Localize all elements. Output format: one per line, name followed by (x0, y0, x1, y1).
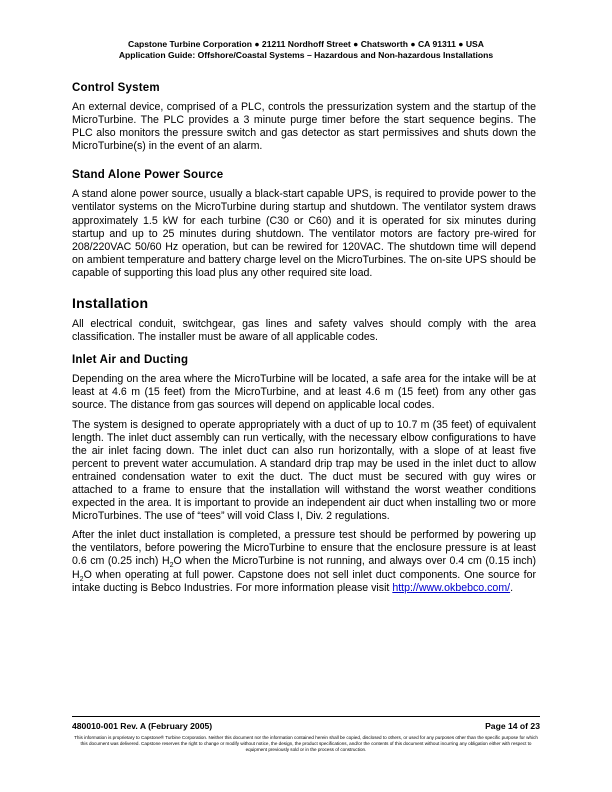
inlet-3-text-c: O when operating at full power. Capstone does not sell inlet duct components. One source for intake ducting is Bebco Industries. For more information please visit (72, 568, 536, 594)
paragraph-control-system: An external device, comprised of a PLC, controls the pressurization system and the startup of the MicroTurbine. The PLC provides a 3 minute purge timer before the start sequence begins. The PLC also monitors the pressure switch and gas detector as start permissives and shuts down the MicroTurbine(s) in the event of an alarm. (72, 101, 536, 153)
inlet-3-text-a: After the inlet duct installation is completed, a pressure test should be performed by powering up the ventilators, before powering the MicroTurbine to ensure that the enclosure pressure is at least 0.6 cm (0.25 inch) H (72, 529, 536, 568)
heading-control-system: Control System (72, 82, 160, 94)
subscript-2: 2 (169, 562, 174, 570)
inlet-3-text-b: O when the MicroTurbine is not running, and always over 0.4 cm (0.15 inch) H (72, 555, 536, 581)
paragraph-installation: All electrical conduit, switchgear, gas lines and safety valves should comply with the area classification. The installer must be aware of all applicable codes. (72, 318, 536, 344)
paragraph-inlet-2: The system is designed to operate appropriately with a duct of up to 10.7 m (35 feet) of equivalent length. The inlet duct assembly can run vertically, with the necessary elbow configurations to have the air inlet facing down. The inlet duct can also run horizontally, with a slope of at least five percent to prevent water accumulation. A standard drip trap may be used in the inlet duct to allow entrained condensation water to exit the duct. The duct must be secured with guy wires or attached to a frame to ensure that the installation will withstand the worst weather conditions expected in the area. It is important to provide an independent air duct when installing two or more MicroTurbines. The use of “tees” will void Class I, Div. 2 regulations. (72, 418, 536, 523)
paragraph-inlet-3 (72, 529, 536, 594)
header-guide-title: Application Guide: Offshore/Coastal Systems – Hazardous and Non-hazardous Installations (118, 50, 494, 60)
bebco-link[interactable]: http://www.okbebco.com/ (392, 581, 511, 594)
document-body (72, 81, 536, 601)
heading-installation: Installation (72, 295, 149, 312)
subscript-2: 2 (79, 575, 84, 583)
heading-stand-alone-power: Stand Alone Power Source (72, 169, 224, 182)
heading-inlet-air: Inlet Air and Ducting (72, 354, 189, 367)
paragraph-stand-alone-power: A stand alone power source, usually a black-start capable UPS, is required to provide power to the ventilator systems on the MicroTurbine during startup and shutdown. The ventilator system draws approximately 1.5 kW for each turbine (C30 or C60) and it is operated for six minutes during startup and up to 25 minutes during shutdown. The ventilator motors are factory pre-wired for 208/220VAC 50/60 Hz operation, but can be rewired for 120VAC. The shutdown time will depend on ambient temperature and battery charge level on the MicroTurbines. The on-site UPS should be capable of supporting this load plus any other required site load. (72, 188, 536, 279)
footer-doc-id: 480010-001 Rev. A (February 2005) (72, 721, 213, 731)
footer-page-number: Page 14 of 23 (485, 721, 540, 731)
footer-divider (72, 716, 540, 717)
paragraph-inlet-1: Depending on the area where the MicroTurbine will be located, a safe area for the intake will be at least at 4.6 m (15 feet) from the MicroTurbine, and at least 4.6 m (15 feet) from any other gas source. The distance from gas sources will depend on applicable local codes. (72, 373, 536, 412)
footer-disclaimer: This information is proprietary to Capstone® Turbine Corporation. Neither this document nor the information contained herein shall be copied, disclosed to others, or used for any purposes other than the specific purpose for which this document was delivered. Capstone reserves the right to change or modify without notice, the design, the product specifications, and/or the contents of this document without incurring any obligation either with respect to equipment previously sold or in the process of construction. (74, 735, 538, 752)
inlet-3-text-d: . (510, 581, 514, 594)
header-address: Capstone Turbine Corporation ● 21211 Nordhoff Street ● Chatsworth ● CA 91311 ● USA (128, 39, 484, 49)
page-header (72, 39, 540, 61)
